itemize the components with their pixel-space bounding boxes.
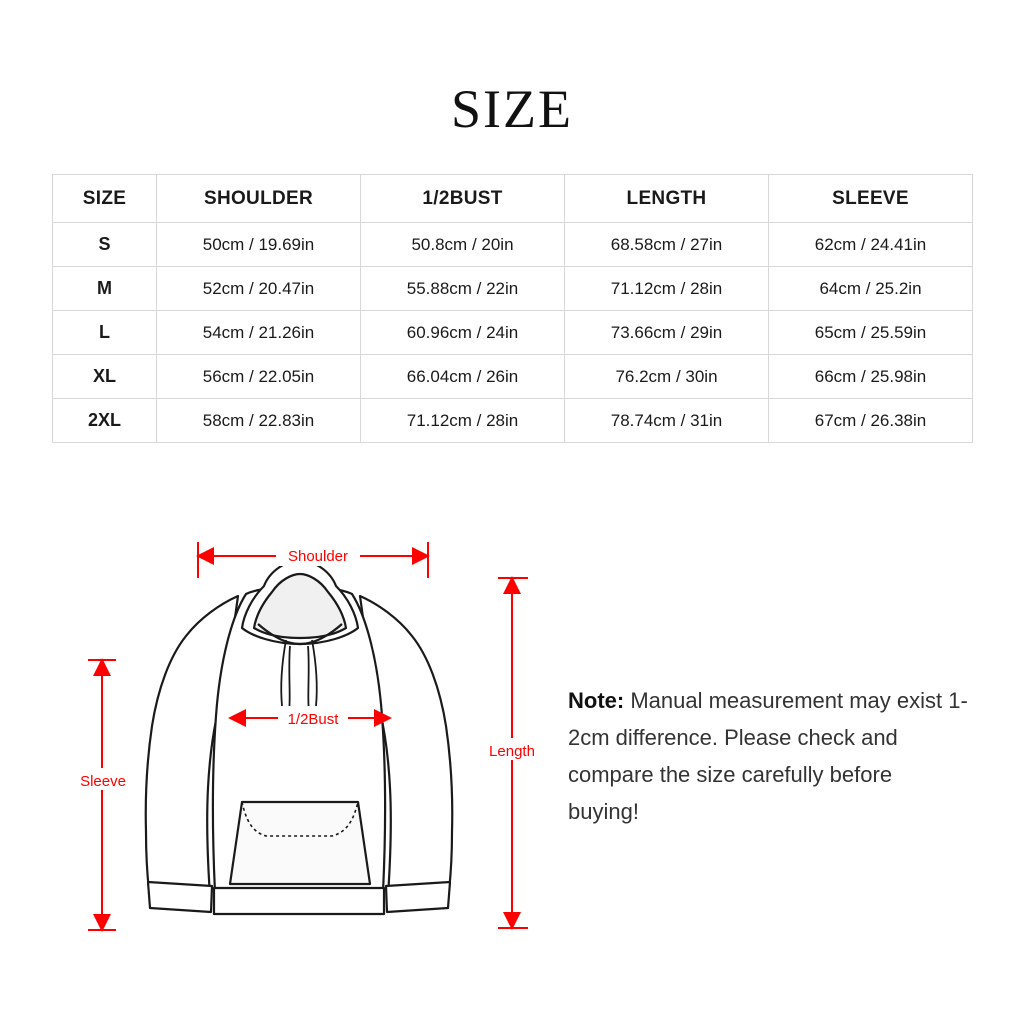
column-header-size: SIZE [53,175,157,223]
shoulder-label: Shoulder [287,548,349,565]
cell-half-bust: 60.96cm / 24in [361,311,565,355]
cell-size: L [53,311,157,355]
table-row [53,355,973,399]
column-header-half-bust: 1/2BUST [361,175,565,223]
sleeve-label: Sleeve [80,773,126,790]
cell-length: 78.74cm / 31in [565,399,769,443]
cell-sleeve: 64cm / 25.2in [769,267,973,311]
cell-sleeve: 67cm / 26.38in [769,399,973,443]
table-row [53,267,973,311]
half-bust-label: 1/2Bust [287,711,339,728]
cell-shoulder: 54cm / 21.26in [157,311,361,355]
cell-length: 68.58cm / 27in [565,223,769,267]
length-label: Length [489,743,535,760]
column-header-shoulder: SHOULDER [157,175,361,223]
cell-shoulder: 56cm / 22.05in [157,355,361,399]
cell-size: S [53,223,157,267]
table-row [53,399,973,443]
cell-length: 71.12cm / 28in [565,267,769,311]
cell-half-bust: 55.88cm / 22in [361,267,565,311]
cell-sleeve: 65cm / 25.59in [769,311,973,355]
cell-half-bust: 71.12cm / 28in [361,399,565,443]
cell-size: XL [53,355,157,399]
size-chart-table [52,174,973,443]
cell-shoulder: 50cm / 19.69in [157,223,361,267]
table-row [53,223,973,267]
cell-shoulder: 58cm / 22.83in [157,399,361,443]
cell-sleeve: 62cm / 24.41in [769,223,973,267]
note-text: Manual measurement may exist 1-2cm difference. Please check and compare the size carefully before buying! [568,688,968,824]
cell-half-bust: 66.04cm / 26in [361,355,565,399]
cell-length: 73.66cm / 29in [565,311,769,355]
hoodie-measurement-diagram [60,520,540,960]
table-row [53,311,973,355]
table-header-row [53,175,973,223]
cell-shoulder: 52cm / 20.47in [157,267,361,311]
page-title: SIZE [451,79,573,139]
measurement-note [568,682,968,830]
cell-size: M [53,267,157,311]
cell-sleeve: 66cm / 25.98in [769,355,973,399]
cell-length: 76.2cm / 30in [565,355,769,399]
note-label: Note: [568,688,625,713]
column-header-sleeve: SLEEVE [769,175,973,223]
cell-size: 2XL [53,399,157,443]
cell-half-bust: 50.8cm / 20in [361,223,565,267]
column-header-length: LENGTH [565,175,769,223]
